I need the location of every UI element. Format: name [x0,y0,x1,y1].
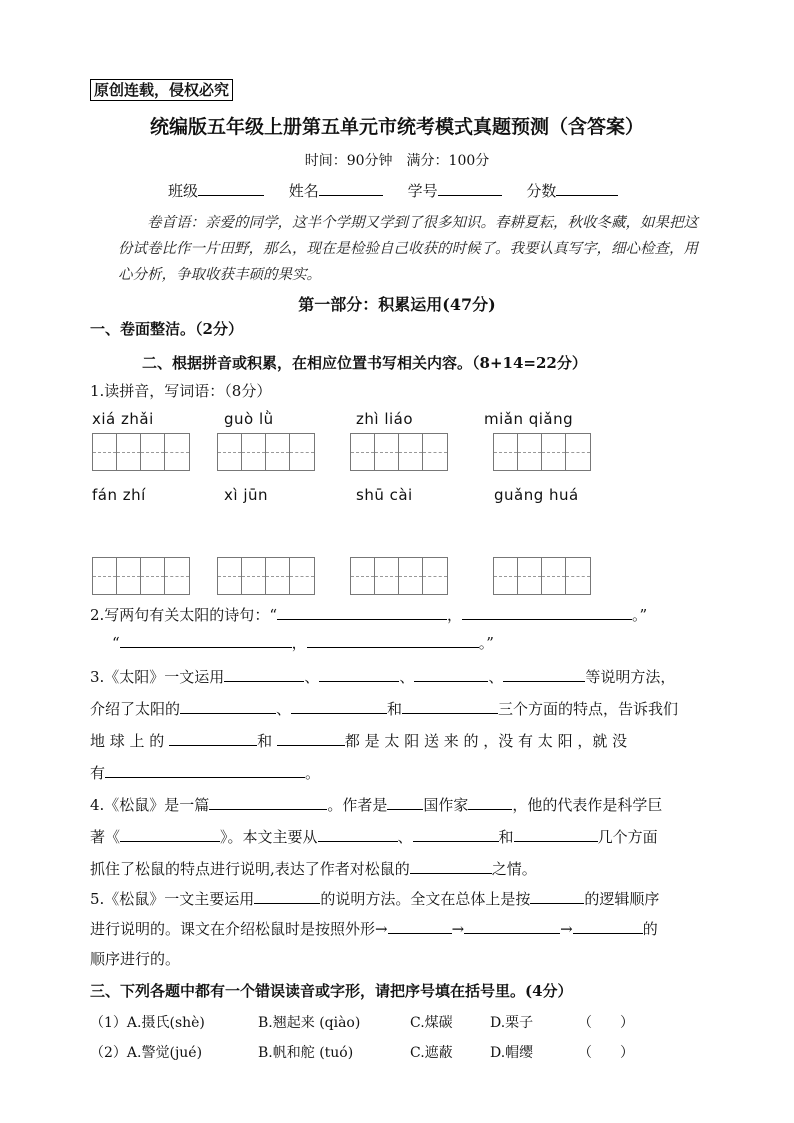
choice-option-b: B.帆和舵 (tuó) [258,1045,354,1061]
answer-paren[interactable]: （ ） [578,1015,634,1031]
choice-item-1: （1）A.摄氏(shè) [90,1015,205,1031]
choice-option-d: D.栗子 [490,1015,534,1031]
question-4-line-3: 抓住了松鼠的特点进行说明,表达了作者对松鼠的 之情。 [90,860,537,878]
exam-info: 时间：90分钟 满分：100分 [304,153,490,169]
choice-option-b: B.翘起来 (qiào) [258,1015,361,1031]
writing-grid[interactable] [92,433,190,471]
choice-item-2: （2）A.警觉(jué) [90,1045,203,1061]
writing-grid[interactable] [350,433,448,471]
pinyin-7: shū cài [356,486,413,504]
question-4-line-2: 著《 》。本文主要从 、 和 几个方面 [90,828,658,846]
score-field: 分数 [526,180,618,201]
section-three-heading: 三、下列各题中都有一个错误读音或字形，请把序号填在括号里。(4分） [90,982,573,1000]
section-two-heading: 二、根据拼音或积累，在相应位置书写相关内容。（8+14=22分） [142,354,587,372]
question-3-line-3: 地 球 上 的 和 都 是 太 阳 送 来 的 ，没 有 太 阳 ，就 没 [90,732,628,750]
student-info-row [168,180,638,201]
writing-grid[interactable] [217,433,315,471]
section-one-heading: 一、卷面整洁。（2分） [90,320,243,338]
answer-blank[interactable] [120,632,292,648]
answer-blank[interactable] [277,604,447,620]
preface-label: 卷首语： [147,215,205,231]
question-5-line-3: 顺序进行的。 [90,950,181,968]
pinyin-4: miǎn qiǎng [484,410,574,428]
name-field: 姓名 [289,180,383,201]
writing-grid[interactable] [350,557,448,595]
question-1-label: 1.读拼音，写词语：（8分） [90,382,272,400]
student-id-field: 学号 [408,180,502,201]
copyright-stamp: 原创连载，侵权必究 [90,79,233,101]
question-4-line-1: 4.《松鼠》是一篇 。作者是 国作家 ，他的代表作是科学巨 [90,796,663,814]
question-2-line-2: “ ， 。” [112,634,494,652]
answer-paren[interactable]: （ ） [578,1045,634,1061]
answer-blank[interactable] [307,632,479,648]
choice-option-d: D.帽缨 [490,1045,534,1061]
preface [118,210,708,288]
writing-grid[interactable] [92,557,190,595]
choice-option-c: C.煤碳 [410,1015,453,1031]
pinyin-1: xiá zhǎi [92,410,154,428]
writing-grid[interactable] [493,433,591,471]
pinyin-6: xì jūn [224,486,268,504]
question-5-line-2: 进行说明的。课文在介绍松鼠时是按照外形→ → → 的 [90,920,658,938]
class-field: 班级 [168,180,264,201]
pinyin-5: fán zhí [92,486,146,504]
pinyin-2: guò lǜ [224,410,274,428]
question-3-line-2: 介绍了太阳的 、 和 三个方面的特点，告诉我们 [90,700,679,718]
answer-blank[interactable] [462,604,632,620]
choice-option-c: C.遮蔽 [410,1045,453,1061]
preface-text: 亲爱的同学，这半个学期又学到了很多知识。春耕夏耘，秋收冬藏，如果把这份试卷比作一片田野，那么，现在是检验自己收获的时候了。我要认真写字，细心检查，用心分析，争取收获丰硕的果实。 [118,215,698,283]
writing-grid[interactable] [217,557,315,595]
question-3-line-4: 有 。 [90,764,321,782]
pinyin-8: guǎng huá [494,486,579,504]
question-3-line-1: 3.《太阳》一文运用 、 、 、 等说明方法， [90,668,676,686]
question-2: 2.写两句有关太阳的诗句：“ ， 。” [90,606,648,624]
question-5-line-1: 5.《松鼠》一文主要运用 的说明方法。全文在总体上是按 的逻辑顺序 [90,890,660,908]
page-title: 统编版五年级上册第五单元市统考模式真题预测（含答案） [149,116,644,138]
pinyin-3: zhì liáo [356,410,414,428]
writing-grid[interactable] [493,557,591,595]
part-one-heading: 第一部分：积累运用(47分) [298,295,496,314]
